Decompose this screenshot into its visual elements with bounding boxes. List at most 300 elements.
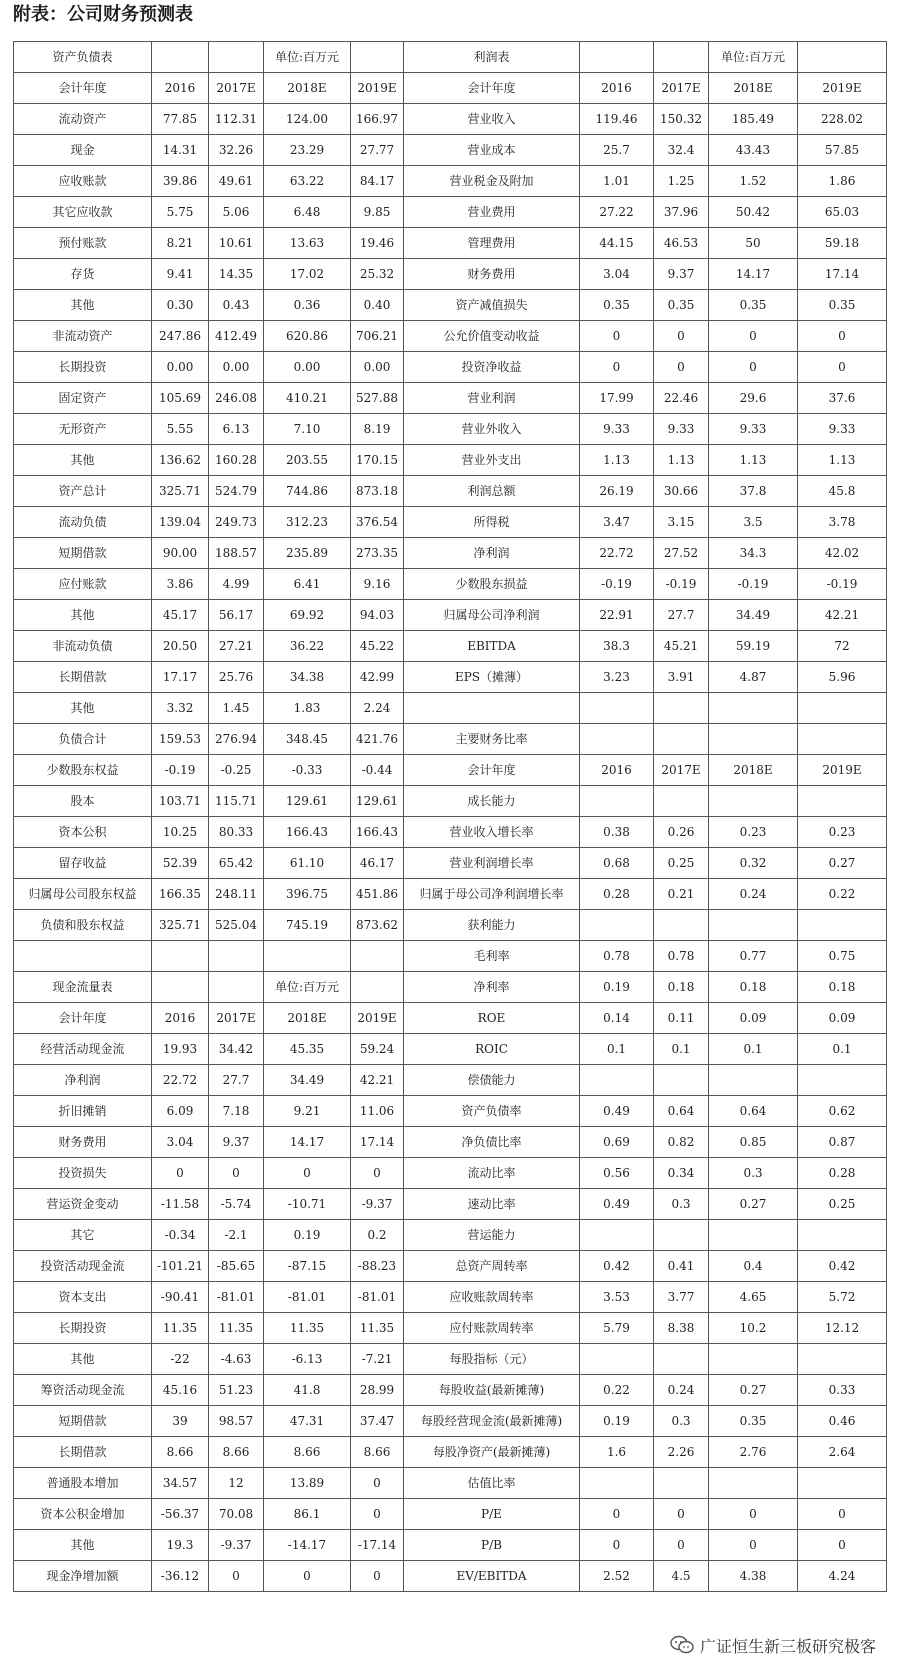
- value-cell: 43.43: [709, 135, 798, 166]
- value-cell: 2018E: [709, 73, 798, 104]
- row-label-cell: P/E: [404, 1499, 580, 1530]
- value-cell: 0.1: [798, 1034, 887, 1065]
- value-cell: 0.19: [580, 1406, 654, 1437]
- value-cell: 17.14: [351, 1127, 404, 1158]
- value-cell: 0.36: [264, 290, 351, 321]
- value-cell: 14.17: [709, 259, 798, 290]
- value-cell: 0.75: [798, 941, 887, 972]
- value-cell: 0.18: [798, 972, 887, 1003]
- row-label-cell: 短期借款: [14, 1406, 152, 1437]
- value-cell: 9.16: [351, 569, 404, 600]
- value-cell: 80.33: [209, 817, 264, 848]
- value-cell: 105.69: [152, 383, 209, 414]
- value-cell: 0.68: [580, 848, 654, 879]
- value-cell: 14.35: [209, 259, 264, 290]
- value-cell: 0: [798, 1530, 887, 1561]
- value-cell: 3.91: [654, 662, 709, 693]
- value-cell: 166.43: [264, 817, 351, 848]
- value-cell: 2016: [580, 73, 654, 104]
- value-cell: 1.01: [580, 166, 654, 197]
- value-cell: [580, 1220, 654, 1251]
- row-label-cell: 营业费用: [404, 197, 580, 228]
- value-cell: 0.38: [580, 817, 654, 848]
- value-cell: -0.44: [351, 755, 404, 786]
- value-cell: -0.19: [709, 569, 798, 600]
- value-cell: -11.58: [152, 1189, 209, 1220]
- value-cell: -2.1: [209, 1220, 264, 1251]
- value-cell: 235.89: [264, 538, 351, 569]
- wechat-icon: [670, 1635, 694, 1655]
- row-label-cell: 偿债能力: [404, 1065, 580, 1096]
- row-label-cell: 流动资产: [14, 104, 152, 135]
- value-cell: -101.21: [152, 1251, 209, 1282]
- value-cell: 11.35: [351, 1313, 404, 1344]
- value-cell: 396.75: [264, 879, 351, 910]
- value-cell: -7.21: [351, 1344, 404, 1375]
- row-label-cell: 应收账款: [14, 166, 152, 197]
- row-label-cell: 非流动资产: [14, 321, 152, 352]
- value-cell: 37.47: [351, 1406, 404, 1437]
- table-row: [14, 879, 887, 910]
- value-cell: 0: [654, 1530, 709, 1561]
- value-cell: 2016: [152, 1003, 209, 1034]
- value-cell: 524.79: [209, 476, 264, 507]
- value-cell: 8.19: [351, 414, 404, 445]
- value-cell: 0.19: [264, 1220, 351, 1251]
- value-cell: 63.22: [264, 166, 351, 197]
- value-cell: 376.54: [351, 507, 404, 538]
- value-cell: 119.46: [580, 104, 654, 135]
- table-row: [14, 972, 887, 1003]
- row-label-cell: 成长能力: [404, 786, 580, 817]
- value-cell: 0: [351, 1561, 404, 1592]
- value-cell: -17.14: [351, 1530, 404, 1561]
- value-cell: 2018E: [709, 755, 798, 786]
- row-label-cell: 营业外支出: [404, 445, 580, 476]
- value-cell: 0.00: [264, 352, 351, 383]
- value-cell: 0: [798, 352, 887, 383]
- value-cell: [798, 1065, 887, 1096]
- value-cell: 0: [654, 352, 709, 383]
- table-row: [14, 1065, 887, 1096]
- value-cell: 42.21: [351, 1065, 404, 1096]
- table-row: [14, 600, 887, 631]
- value-cell: 249.73: [209, 507, 264, 538]
- value-cell: 185.49: [709, 104, 798, 135]
- value-cell: 98.57: [209, 1406, 264, 1437]
- table-row: [14, 786, 887, 817]
- table-row: [14, 1561, 887, 1592]
- value-cell: 2019E: [351, 73, 404, 104]
- value-cell: 451.86: [351, 879, 404, 910]
- row-label-cell: 长期投资: [14, 1313, 152, 1344]
- row-label-cell: 流动比率: [404, 1158, 580, 1189]
- value-cell: 94.03: [351, 600, 404, 631]
- value-cell: 0: [580, 321, 654, 352]
- value-cell: 0.34: [654, 1158, 709, 1189]
- value-cell: [654, 786, 709, 817]
- value-cell: 37.8: [709, 476, 798, 507]
- value-cell: 0: [351, 1499, 404, 1530]
- value-cell: 90.00: [152, 538, 209, 569]
- value-cell: 2018E: [264, 1003, 351, 1034]
- value-cell: 45.22: [351, 631, 404, 662]
- row-label-cell: 负债和股东权益: [14, 910, 152, 941]
- value-cell: 2019E: [798, 755, 887, 786]
- value-cell: 139.04: [152, 507, 209, 538]
- value-cell: 9.33: [798, 414, 887, 445]
- value-cell: 0.69: [580, 1127, 654, 1158]
- value-cell: 25.7: [580, 135, 654, 166]
- value-cell: 166.97: [351, 104, 404, 135]
- value-cell: 166.43: [351, 817, 404, 848]
- value-cell: 0.09: [798, 1003, 887, 1034]
- value-cell: -0.19: [654, 569, 709, 600]
- value-cell: 170.15: [351, 445, 404, 476]
- value-cell: 41.8: [264, 1375, 351, 1406]
- row-label-cell: 其他: [14, 693, 152, 724]
- value-cell: 2016: [152, 73, 209, 104]
- value-cell: [798, 42, 887, 73]
- value-cell: 69.92: [264, 600, 351, 631]
- value-cell: [709, 1468, 798, 1499]
- table-row: [14, 848, 887, 879]
- value-cell: -0.19: [152, 755, 209, 786]
- table-row: [14, 1313, 887, 1344]
- value-cell: 26.19: [580, 476, 654, 507]
- row-label-cell: 净利润: [14, 1065, 152, 1096]
- value-cell: 8.66: [152, 1437, 209, 1468]
- value-cell: 49.61: [209, 166, 264, 197]
- row-label-cell: 公允价值变动收益: [404, 321, 580, 352]
- value-cell: -81.01: [264, 1282, 351, 1313]
- value-cell: 42.21: [798, 600, 887, 631]
- value-cell: 6.09: [152, 1096, 209, 1127]
- value-cell: 9.33: [654, 414, 709, 445]
- value-cell: 45.21: [654, 631, 709, 662]
- table-row: [14, 569, 887, 600]
- value-cell: 38.3: [580, 631, 654, 662]
- row-label-cell: 资本公积: [14, 817, 152, 848]
- value-cell: [580, 910, 654, 941]
- value-cell: 5.06: [209, 197, 264, 228]
- table-row: [14, 538, 887, 569]
- value-cell: 706.21: [351, 321, 404, 352]
- value-cell: 11.35: [209, 1313, 264, 1344]
- value-cell: 325.71: [152, 476, 209, 507]
- value-cell: 56.17: [209, 600, 264, 631]
- row-label-cell: 固定资产: [14, 383, 152, 414]
- value-cell: 0.26: [654, 817, 709, 848]
- value-cell: 17.99: [580, 383, 654, 414]
- row-label-cell: 会计年度: [404, 73, 580, 104]
- value-cell: 0.11: [654, 1003, 709, 1034]
- row-label-cell: 每股指标（元）: [404, 1344, 580, 1375]
- value-cell: 3.04: [580, 259, 654, 290]
- value-cell: 8.38: [654, 1313, 709, 1344]
- table-row: [14, 693, 887, 724]
- row-label-cell: 获利能力: [404, 910, 580, 941]
- page-title: 附表：公司财务预测表: [13, 4, 193, 25]
- row-label-cell: 预付账款: [14, 228, 152, 259]
- value-cell: [654, 910, 709, 941]
- value-cell: 10.25: [152, 817, 209, 848]
- value-cell: 0.85: [709, 1127, 798, 1158]
- table-row: [14, 290, 887, 321]
- value-cell: 0.41: [654, 1251, 709, 1282]
- row-label-cell: 营业利润: [404, 383, 580, 414]
- value-cell: 9.21: [264, 1096, 351, 1127]
- row-label-cell: EV/EBITDA: [404, 1561, 580, 1592]
- value-cell: 37.96: [654, 197, 709, 228]
- value-cell: 0.22: [798, 879, 887, 910]
- value-cell: [152, 42, 209, 73]
- value-cell: -81.01: [209, 1282, 264, 1313]
- value-cell: 0: [709, 1530, 798, 1561]
- row-label-cell: 资产减值损失: [404, 290, 580, 321]
- value-cell: -10.71: [264, 1189, 351, 1220]
- table-row: [14, 724, 887, 755]
- value-cell: 2.24: [351, 693, 404, 724]
- value-cell: -88.23: [351, 1251, 404, 1282]
- value-cell: 65.42: [209, 848, 264, 879]
- value-cell: 10.61: [209, 228, 264, 259]
- value-cell: 45.17: [152, 600, 209, 631]
- value-cell: 17.02: [264, 259, 351, 290]
- value-cell: 13.63: [264, 228, 351, 259]
- value-cell: 3.86: [152, 569, 209, 600]
- value-cell: 0.4: [709, 1251, 798, 1282]
- value-cell: 39: [152, 1406, 209, 1437]
- value-cell: 11.35: [152, 1313, 209, 1344]
- value-cell: [709, 1065, 798, 1096]
- row-label-cell: 会计年度: [14, 1003, 152, 1034]
- value-cell: 115.71: [209, 786, 264, 817]
- table-row: [14, 42, 887, 73]
- row-label-cell: 每股收益(最新摊薄): [404, 1375, 580, 1406]
- row-label-cell: 其它: [14, 1220, 152, 1251]
- row-label-cell: 少数股东损益: [404, 569, 580, 600]
- row-label-cell: 股本: [14, 786, 152, 817]
- value-cell: 51.23: [209, 1375, 264, 1406]
- row-label-cell: 应付账款: [14, 569, 152, 600]
- row-label-cell: 其他: [14, 445, 152, 476]
- table-row: [14, 662, 887, 693]
- value-cell: 348.45: [264, 724, 351, 755]
- value-cell: 0.35: [580, 290, 654, 321]
- value-cell: [798, 1220, 887, 1251]
- value-cell: 1.6: [580, 1437, 654, 1468]
- value-cell: 0.49: [580, 1096, 654, 1127]
- table-row: [14, 1437, 887, 1468]
- table-row: [14, 1375, 887, 1406]
- row-label-cell: 营业收入: [404, 104, 580, 135]
- value-cell: 7.18: [209, 1096, 264, 1127]
- value-cell: [654, 1065, 709, 1096]
- value-cell: -0.34: [152, 1220, 209, 1251]
- value-cell: 312.23: [264, 507, 351, 538]
- value-cell: 0.21: [654, 879, 709, 910]
- value-cell: 246.08: [209, 383, 264, 414]
- table-row: [14, 910, 887, 941]
- value-cell: 744.86: [264, 476, 351, 507]
- value-cell: 70.08: [209, 1499, 264, 1530]
- value-cell: 45.16: [152, 1375, 209, 1406]
- value-cell: 1.83: [264, 693, 351, 724]
- table-row: [14, 73, 887, 104]
- value-cell: 0.35: [709, 1406, 798, 1437]
- value-cell: 3.32: [152, 693, 209, 724]
- value-cell: 0.35: [798, 290, 887, 321]
- value-cell: 46.17: [351, 848, 404, 879]
- value-cell: [580, 786, 654, 817]
- value-cell: 5.79: [580, 1313, 654, 1344]
- value-cell: 3.77: [654, 1282, 709, 1313]
- value-cell: 59.19: [709, 631, 798, 662]
- value-cell: 9.85: [351, 197, 404, 228]
- row-label-cell: 估值比率: [404, 1468, 580, 1499]
- value-cell: 5.55: [152, 414, 209, 445]
- value-cell: 0.46: [798, 1406, 887, 1437]
- value-cell: [152, 972, 209, 1003]
- value-cell: 34.57: [152, 1468, 209, 1499]
- table-row: [14, 228, 887, 259]
- value-cell: 37.6: [798, 383, 887, 414]
- value-cell: 27.22: [580, 197, 654, 228]
- value-cell: 159.53: [152, 724, 209, 755]
- value-cell: 9.37: [654, 259, 709, 290]
- row-label-cell: 其他: [14, 290, 152, 321]
- value-cell: 42.02: [798, 538, 887, 569]
- value-cell: 11.35: [264, 1313, 351, 1344]
- table-row: [14, 1344, 887, 1375]
- value-cell: 2019E: [798, 73, 887, 104]
- value-cell: -81.01: [351, 1282, 404, 1313]
- value-cell: 2.26: [654, 1437, 709, 1468]
- row-label-cell: 投资活动现金流: [14, 1251, 152, 1282]
- table-row: [14, 1530, 887, 1561]
- value-cell: 129.61: [264, 786, 351, 817]
- value-cell: [209, 972, 264, 1003]
- value-cell: 17.17: [152, 662, 209, 693]
- value-cell: 0: [264, 1561, 351, 1592]
- value-cell: -5.74: [209, 1189, 264, 1220]
- value-cell: 8.66: [209, 1437, 264, 1468]
- table-row: [14, 817, 887, 848]
- value-cell: 0.27: [798, 848, 887, 879]
- value-cell: -0.19: [580, 569, 654, 600]
- value-cell: 873.62: [351, 910, 404, 941]
- table-row: [14, 1096, 887, 1127]
- value-cell: 25.32: [351, 259, 404, 290]
- table-row: [14, 755, 887, 786]
- value-cell: 2.64: [798, 1437, 887, 1468]
- value-cell: 22.72: [580, 538, 654, 569]
- value-cell: -6.13: [264, 1344, 351, 1375]
- value-cell: 0.27: [709, 1375, 798, 1406]
- value-cell: 129.61: [351, 786, 404, 817]
- value-cell: [798, 910, 887, 941]
- row-label-cell: 总资产周转率: [404, 1251, 580, 1282]
- table-row: [14, 631, 887, 662]
- value-cell: [580, 693, 654, 724]
- row-label-cell: 营业税金及附加: [404, 166, 580, 197]
- value-cell: 45.8: [798, 476, 887, 507]
- value-cell: 0: [580, 1530, 654, 1561]
- value-cell: 0.87: [798, 1127, 887, 1158]
- value-cell: 0.78: [580, 941, 654, 972]
- value-cell: 0.00: [351, 352, 404, 383]
- value-cell: -9.37: [209, 1530, 264, 1561]
- value-cell: 421.76: [351, 724, 404, 755]
- value-cell: 0: [209, 1158, 264, 1189]
- row-label-cell: 非流动负债: [14, 631, 152, 662]
- value-cell: 9.33: [580, 414, 654, 445]
- value-cell: -14.17: [264, 1530, 351, 1561]
- value-cell: 0.35: [709, 290, 798, 321]
- footer-brand: [666, 1631, 876, 1659]
- value-cell: 188.57: [209, 538, 264, 569]
- value-cell: 2019E: [351, 1003, 404, 1034]
- value-cell: 8.21: [152, 228, 209, 259]
- value-cell: 57.85: [798, 135, 887, 166]
- value-cell: [152, 941, 209, 972]
- row-label-cell: 营运资金变动: [14, 1189, 152, 1220]
- value-cell: 39.86: [152, 166, 209, 197]
- value-cell: 9.37: [209, 1127, 264, 1158]
- value-cell: 0: [654, 321, 709, 352]
- value-cell: [351, 42, 404, 73]
- value-cell: 0: [152, 1158, 209, 1189]
- value-cell: 0.2: [351, 1220, 404, 1251]
- value-cell: 12: [209, 1468, 264, 1499]
- value-cell: 325.71: [152, 910, 209, 941]
- table-row: [14, 1406, 887, 1437]
- table-row: [14, 445, 887, 476]
- value-cell: [798, 1468, 887, 1499]
- value-cell: 22.72: [152, 1065, 209, 1096]
- value-cell: 228.02: [798, 104, 887, 135]
- table-row: [14, 1282, 887, 1313]
- row-label-cell: 存货: [14, 259, 152, 290]
- value-cell: [580, 1468, 654, 1499]
- value-cell: [709, 910, 798, 941]
- value-cell: 0.40: [351, 290, 404, 321]
- value-cell: 14.17: [264, 1127, 351, 1158]
- value-cell: 0.42: [580, 1251, 654, 1282]
- value-cell: [709, 724, 798, 755]
- value-cell: 2017E: [209, 1003, 264, 1034]
- row-label-cell: ROE: [404, 1003, 580, 1034]
- row-label-cell: ROIC: [404, 1034, 580, 1065]
- value-cell: 0.18: [654, 972, 709, 1003]
- value-cell: 0: [709, 1499, 798, 1530]
- value-cell: 527.88: [351, 383, 404, 414]
- value-cell: 1.13: [580, 445, 654, 476]
- value-cell: 0: [351, 1158, 404, 1189]
- value-cell: 160.28: [209, 445, 264, 476]
- value-cell: 2017E: [209, 73, 264, 104]
- value-cell: 5.96: [798, 662, 887, 693]
- value-cell: 4.87: [709, 662, 798, 693]
- value-cell: -0.25: [209, 755, 264, 786]
- value-cell: 0.23: [709, 817, 798, 848]
- table-row: [14, 941, 887, 972]
- value-cell: 27.21: [209, 631, 264, 662]
- value-cell: 46.53: [654, 228, 709, 259]
- value-cell: 276.94: [209, 724, 264, 755]
- value-cell: 0.3: [709, 1158, 798, 1189]
